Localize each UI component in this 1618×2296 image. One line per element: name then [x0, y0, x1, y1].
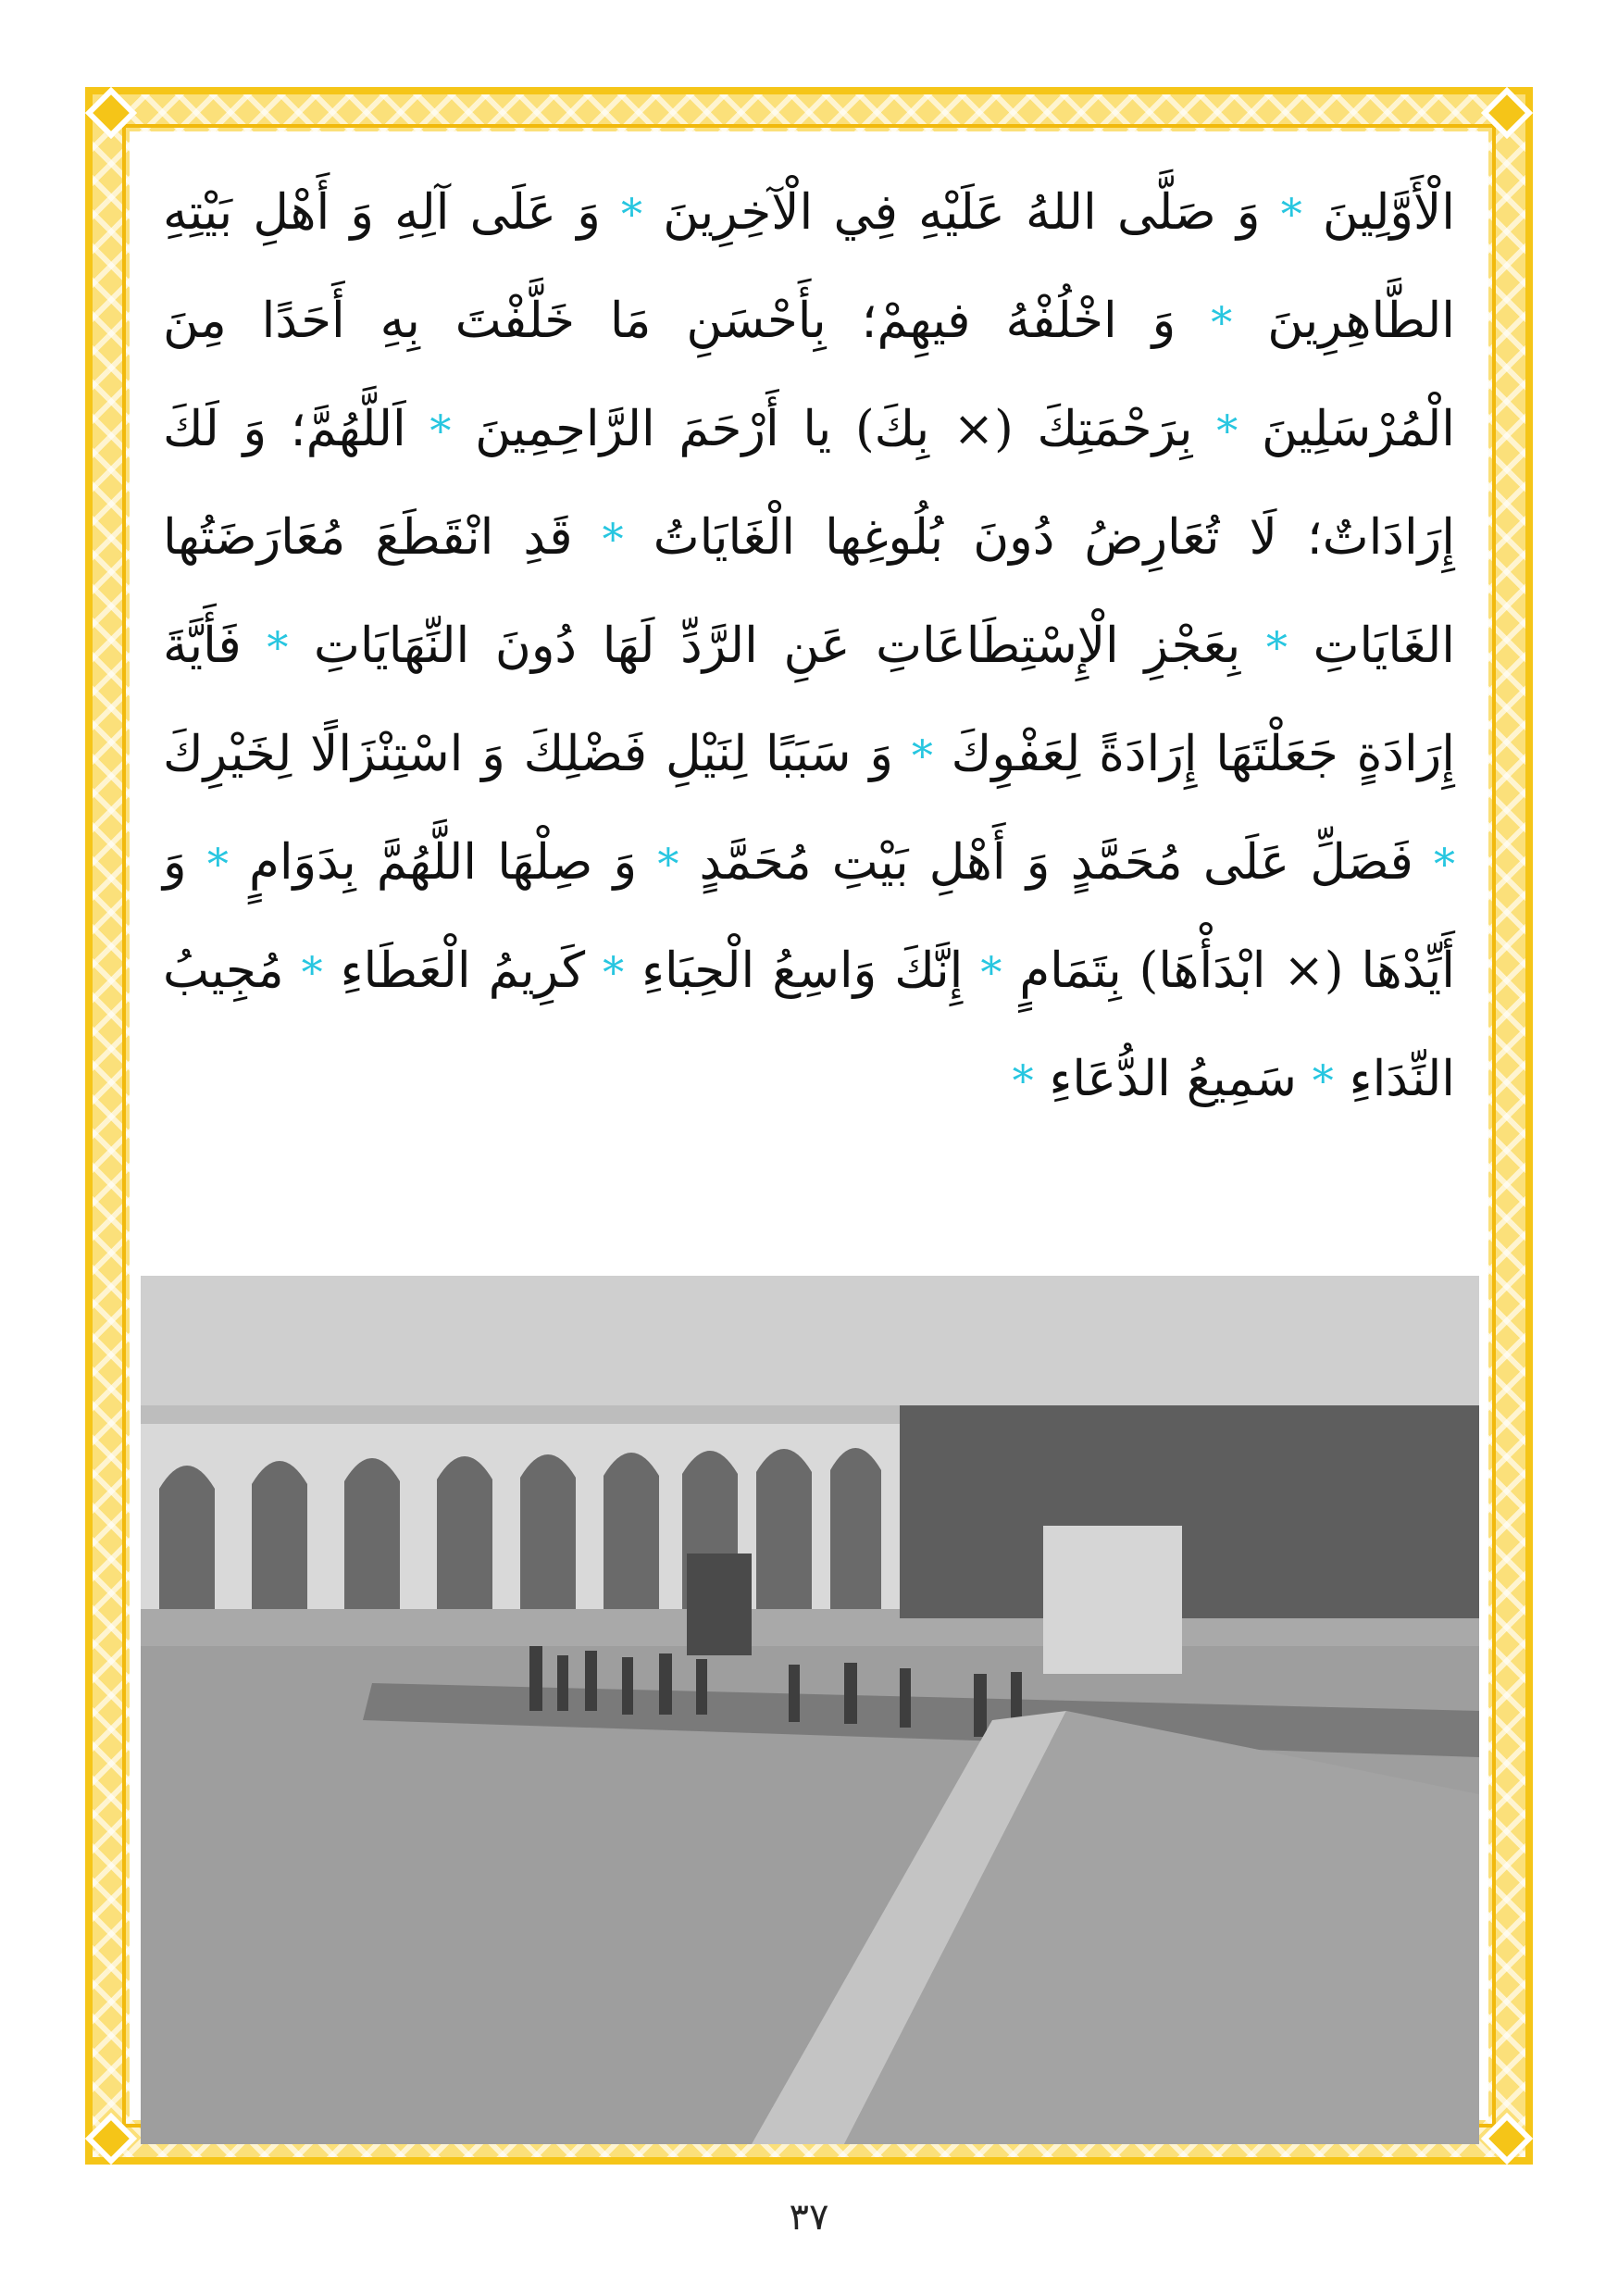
text-segment: الْأَوَّلِينَ — [1322, 184, 1455, 241]
text-segment: وَ أَيِّدْهَا (× ابْدَأْهَا) بِتَمَامٍ — [163, 834, 1455, 999]
text-segment: مُجِيبُ النِّدَاءِ — [163, 942, 1455, 1107]
text-segment: بِعَجْزِ الْإِسْتِطَاعَاتِ عَنِ الرَّدِّ لَهَا دُونَ النِّهَايَاتِ — [314, 618, 1241, 674]
text-segment: وَ سَبَبًا لِنَيْلِ فَضْلِكَ وَ اسْتِنْزَالًا لِخَيْرِكَ — [163, 726, 894, 782]
supplication-text — [163, 159, 1455, 1134]
text-segment: اَللَّهُمَّ؛ وَ لَكَ إِرَادَاتٌ؛ لَا تُعَارِضُ دُونَ بُلُوغِها الْغَايَاتُ — [163, 401, 1455, 566]
star-separator: * — [1312, 1055, 1334, 1105]
star-separator: * — [1434, 839, 1455, 889]
text-segment: بِرَحْمَتِكَ (× بِكَ) يا أَرْحَمَ الرَّاحِمِينَ — [475, 401, 1193, 457]
text-segment: فَصَلِّ عَلَى مُحَمَّدٍ وَ أَهْلِ بَيْتِ مُحَمَّدٍ — [699, 834, 1413, 891]
text-segment: قَدِ انْقَطَعَ مُعَارَضَتُها الغَايَاتِ — [163, 509, 1455, 674]
star-separator: * — [657, 839, 679, 889]
star-separator: * — [621, 189, 642, 239]
star-separator: * — [1280, 189, 1302, 239]
text-segment: سَمِيعُ الدُّعَاءِ — [1049, 1051, 1297, 1107]
star-separator: * — [602, 514, 624, 564]
mosque-photo — [141, 1276, 1479, 2144]
page-number: ٣٧ — [789, 2196, 829, 2239]
text-segment: وَ صَلَّى اللهُ عَلَيْهِ فِي الْآخِرِينَ — [663, 184, 1261, 241]
star-separator: * — [1211, 297, 1233, 347]
text-segment: إِنَّكَ وَاسِعُ الْحِبَاءِ — [641, 942, 964, 999]
text-segment: كَرِيمُ الْعَطَاءِ — [340, 942, 586, 999]
mosque-photo-illustration — [141, 1276, 1479, 2144]
star-separator: * — [1012, 1055, 1034, 1105]
star-separator: * — [1216, 406, 1238, 455]
star-separator: * — [980, 947, 1002, 997]
text-segment: وَ عَلَى آلِهِ وَ أَهْلِ بَيْتِهِ الطَّاهِرِينَ — [163, 184, 1455, 349]
star-separator: * — [911, 730, 933, 780]
text-segment: وَ صِلْهَا اللَّهُمَّ بِدَوَامٍ — [249, 834, 638, 891]
star-separator: * — [301, 947, 323, 997]
star-separator: * — [429, 406, 452, 455]
star-separator: * — [603, 947, 625, 997]
star-separator: * — [1265, 622, 1288, 672]
page-content — [130, 131, 1488, 2120]
text-segment: فَأَيَّةَ إِرَادَةٍ جَعَلْتَهَا إِرَادَةً لِعَفْوِكَ — [163, 618, 1455, 782]
star-separator: * — [267, 622, 289, 672]
text-segment: وَ اخْلُفْهُ فيهِمْ؛ بِأَحْسَنِ مَا خَلَّفْتَ بِهِ أَحَدًا مِنَ الْمُرْسَلِينَ — [163, 293, 1455, 457]
star-separator: * — [206, 839, 229, 889]
